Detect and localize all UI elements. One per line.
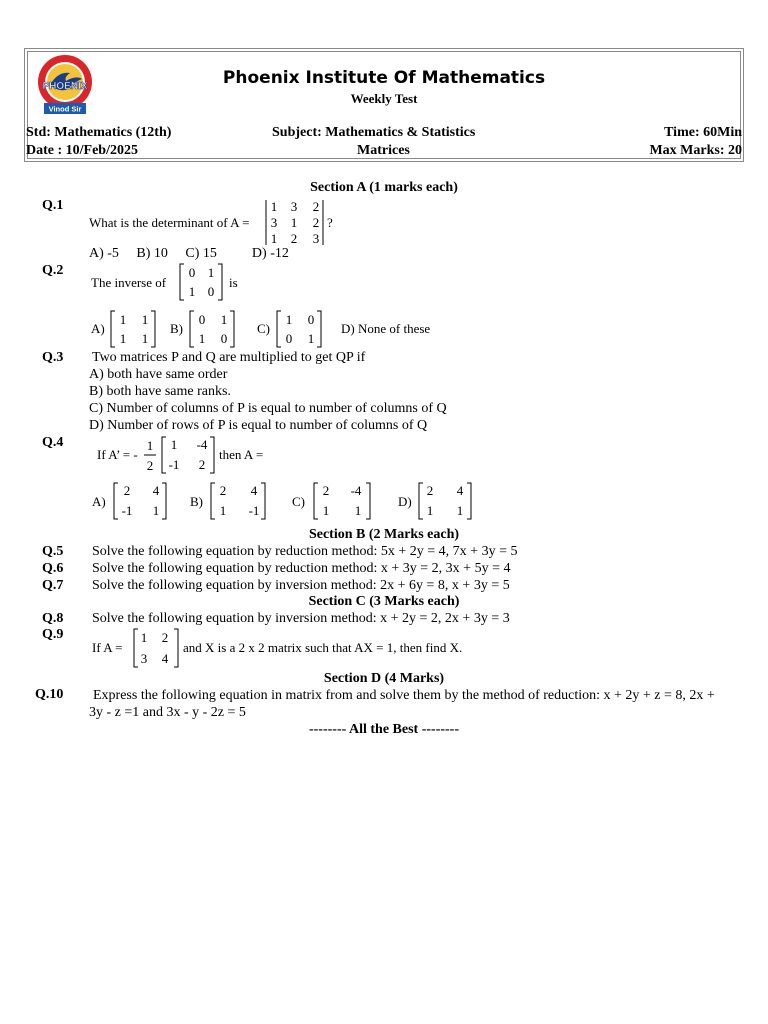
q2-option-d: D) None of these: [341, 321, 431, 336]
q4-option-c-matrix: [312, 481, 372, 521]
q4-option-d-label: D): [398, 494, 412, 509]
q2-b-cell: 0: [198, 312, 206, 327]
q4-a-cell: 4: [152, 483, 160, 498]
q4-number: Q.4: [42, 435, 64, 450]
q2-matrix: [178, 262, 224, 302]
q2-option-c-label: C): [257, 321, 270, 336]
q2-b-cell: 1: [220, 312, 228, 327]
subject-label: Subject: Mathematics & Statistics: [272, 125, 476, 140]
q7-text: Solve the following equation by inversion method: 2x + 6y = 8, x + 3y = 5: [92, 578, 510, 593]
q2-c-cell: 1: [285, 312, 293, 327]
q9-number: Q.9: [42, 627, 64, 642]
q5-text: Solve the following equation by reduction method: 5x + 2y = 4, 7x + 3y = 5: [92, 544, 518, 559]
q4-b-cell: 1: [219, 503, 227, 518]
section-a-heading: Section A (1 marks each): [310, 180, 458, 195]
q7-number: Q.7: [42, 578, 64, 593]
q1-options: A) -5 B) 10 C) 15 D) -12: [89, 246, 289, 261]
q2-a-cell: 1: [119, 331, 127, 346]
q3-text: Two matrices P and Q are multiplied to get QP if: [92, 350, 366, 365]
max-marks-label: Max Marks: 20: [649, 143, 742, 158]
institute-name: Phoenix Institute Of Mathematics: [222, 68, 546, 88]
q4-prefix: If A’ = -: [97, 447, 138, 462]
q4-b-cell: -1: [248, 503, 260, 518]
q1-cell: 3: [312, 231, 320, 246]
section-c-heading: Section C (3 Marks each): [308, 594, 460, 609]
q1-cell: 2: [312, 199, 320, 214]
q9-prefix: If A =: [92, 640, 123, 655]
q9-suffix: and X is a 2 x 2 matrix such that AX = 1, then find X.: [183, 640, 463, 655]
q1-cell: 2: [312, 215, 320, 230]
q2-cell: 1: [207, 265, 215, 280]
q4-d-cell: 2: [426, 483, 434, 498]
q4-c-cell: 1: [322, 503, 330, 518]
section-b-heading: Section B (2 Marks each): [308, 527, 460, 542]
q4-b-cell: 4: [250, 483, 258, 498]
std-label: Std: Mathematics (12th): [26, 125, 172, 140]
q1-determinant-matrix: [264, 198, 326, 248]
time-label: Time: 60Min: [664, 125, 742, 140]
q4-c-cell: -4: [350, 483, 362, 498]
q1-number: Q.1: [42, 198, 64, 213]
q9-cell: 3: [140, 651, 148, 666]
q4-cell: 1: [170, 437, 178, 452]
q4-a-cell: -1: [121, 503, 133, 518]
q2-option-a-matrix: [109, 309, 157, 349]
q2-a-cell: 1: [119, 312, 127, 327]
q3-number: Q.3: [42, 350, 64, 365]
q1-cell: 3: [290, 199, 298, 214]
test-type: Weekly Test: [350, 91, 418, 106]
q1-cell: 1: [270, 231, 278, 246]
q2-option-c-matrix: [275, 309, 323, 349]
q2-c-cell: 0: [307, 312, 315, 327]
q4-cell: -4: [196, 437, 208, 452]
q2-option-a-label: A): [91, 321, 105, 336]
q10-text: Express the following equation in matrix from and solve them by the method of reduction: x + 2y + z = 8, 2x + 3y - z =1 and 3x - y - 2z = 5: [89, 688, 715, 720]
q9-matrix: [132, 627, 180, 669]
q4-cell: 2: [198, 457, 206, 472]
q4-fraction: [143, 437, 157, 475]
q1-cell: 1: [290, 215, 298, 230]
q4-a-cell: 2: [123, 483, 131, 498]
date-label: Date : 10/Feb/2025: [26, 143, 138, 158]
q4-option-a-matrix: [112, 481, 168, 521]
q2-b-cell: 1: [198, 331, 206, 346]
q2-cell: 0: [188, 265, 196, 280]
q2-a-cell: 1: [141, 312, 149, 327]
q9-cell: 2: [161, 630, 169, 645]
q5-number: Q.5: [42, 544, 64, 559]
q3-option-c: C) Number of columns of P is equal to number of columns of Q: [89, 401, 447, 416]
q2-b-cell: 0: [220, 331, 228, 346]
q4-a-cell: 1: [152, 503, 160, 518]
q8-text: Solve the following equation by inversion method: x + 2y = 2, 2x + 3y = 3: [92, 611, 510, 626]
q9-cell: 4: [161, 651, 169, 666]
q4-option-c-label: C): [292, 494, 305, 509]
q4-suffix: then A =: [219, 447, 264, 462]
q2-c-cell: 0: [285, 331, 293, 346]
q1-prefix: What is the determinant of A =: [89, 215, 250, 230]
q2-number: Q.2: [42, 263, 64, 278]
q4-b-cell: 2: [219, 483, 227, 498]
q2-a-cell: 1: [141, 331, 149, 346]
q2-cell: 0: [207, 284, 215, 299]
q4-c-cell: 1: [354, 503, 362, 518]
q2-c-cell: 1: [307, 331, 315, 346]
q4-option-d-matrix: [417, 481, 473, 521]
q4-option-b-label: B): [190, 494, 203, 509]
q4-d-cell: 1: [426, 503, 434, 518]
q10-number: Q.10: [35, 687, 64, 702]
footer-message: -------- All the Best --------: [308, 722, 460, 737]
q1-cell: 2: [290, 231, 298, 246]
q2-prefix: The inverse of: [91, 275, 167, 290]
q4-frac-num: 1: [146, 438, 154, 453]
q1-cell: 1: [270, 199, 278, 214]
q4-option-a-label: A): [92, 494, 106, 509]
chapter-label: Matrices: [357, 143, 410, 158]
q4-c-cell: 2: [322, 483, 330, 498]
q4-option-b-matrix: [209, 481, 267, 521]
q4-frac-den: 2: [146, 458, 154, 473]
q2-suffix: is: [229, 275, 238, 290]
q2-option-b-label: B): [170, 321, 183, 336]
logo-subtext: Vinod Sir: [48, 104, 82, 114]
q4-matrix: [160, 435, 216, 475]
q6-number: Q.6: [42, 561, 64, 576]
q8-number: Q.8: [42, 611, 64, 626]
q3-option-d: D) Number of rows of P is equal to number of columns of Q: [89, 418, 428, 433]
q6-text: Solve the following equation by reduction method: x + 3y = 2, 3x + 5y = 4: [92, 561, 511, 576]
q3-option-a: A) both have same order: [89, 367, 228, 382]
q9-cell: 1: [140, 630, 148, 645]
logo-text: PHOENIX: [42, 81, 88, 92]
q2-cell: 1: [188, 284, 196, 299]
q3-option-b: B) both have same ranks.: [89, 384, 231, 399]
q2-option-b-matrix: [188, 309, 236, 349]
q4-cell: -1: [168, 457, 180, 472]
q4-d-cell: 1: [456, 503, 464, 518]
q1-cell: 3: [270, 215, 278, 230]
q4-d-cell: 4: [456, 483, 464, 498]
section-d-heading: Section D (4 Marks): [323, 671, 445, 686]
q1-suffix: ?: [327, 215, 333, 230]
